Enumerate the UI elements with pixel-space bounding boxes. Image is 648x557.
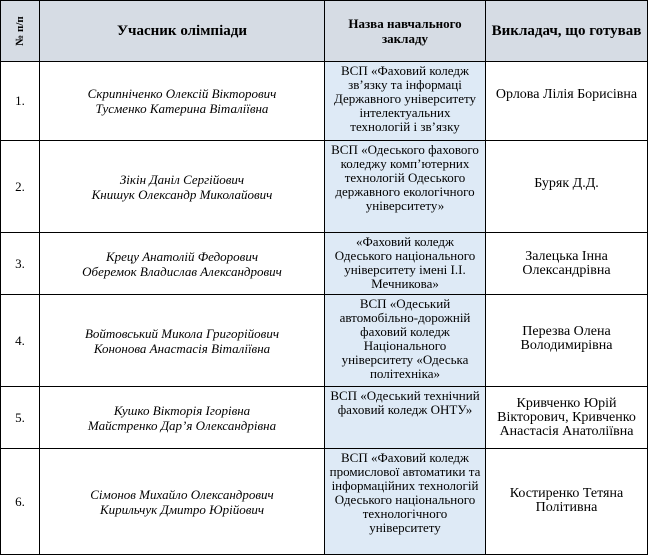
participant-name: Тусменко Катерина Віталіївна xyxy=(95,101,269,116)
row-number: 1. xyxy=(1,62,40,141)
participant-name: Книшук Олександр Миколайович xyxy=(91,186,273,202)
participant-name: Майстренко Дар’я Олександрівна xyxy=(87,417,277,433)
row-number: 5. xyxy=(1,387,40,449)
participant-cell xyxy=(40,449,325,555)
participant-cell xyxy=(40,387,325,449)
participant-cell xyxy=(40,295,325,387)
row-number: 4. xyxy=(1,295,40,387)
row-number: 3. xyxy=(1,233,40,295)
row-number: 2. xyxy=(1,141,40,233)
teacher-cell: Залецька Інна Олександрівна xyxy=(486,233,648,295)
teacher-cell: Перезва Олена Володимирівна xyxy=(486,295,648,387)
participant-name: Войтовський Микола Григорійович xyxy=(84,325,280,341)
table-row xyxy=(1,62,648,141)
participant-name: Скрипніченко Олексій Вікторович xyxy=(87,86,277,101)
header-row xyxy=(1,1,648,62)
table-row xyxy=(1,449,648,555)
teacher-cell: Буряк Д.Д. xyxy=(486,141,648,233)
participant-name: Сімонов Михайло Олександрович xyxy=(90,486,274,502)
participant-name: Кононова Анастасія Віталіївна xyxy=(93,340,271,356)
header-number: № п/п xyxy=(1,1,40,62)
participant-cell xyxy=(40,233,325,295)
participant-name: Зікін Даніл Сергійович xyxy=(119,171,245,187)
participant-name: Кирильчук Дмитро Юрійович xyxy=(99,501,265,517)
header-school: Назва навчального закладу xyxy=(325,1,486,62)
school-cell: ВСП «Одеський автомобільно-дорожній фаховий коледж Національного університету «Одеська політехніка» xyxy=(325,295,486,387)
table-row xyxy=(1,387,648,449)
teacher-cell: Костиренко Тетяна Політивна xyxy=(486,449,648,555)
row-number: 6. xyxy=(1,449,40,555)
table-row xyxy=(1,233,648,295)
participant-name: Крецу Анатолій Федорович xyxy=(105,248,259,264)
school-cell: ВСП «Одеський технічний фаховий коледж ОНТУ» xyxy=(325,387,486,449)
teacher-cell: Орлова Лілія Борисівна xyxy=(486,62,648,141)
school-cell: «Фаховий коледж Одеського національного університету імені І.І. Мечникова» xyxy=(325,233,486,295)
table-row xyxy=(1,141,648,233)
participant-cell xyxy=(40,62,325,141)
header-participant: Учасник олімпіади xyxy=(40,1,325,62)
participant-cell xyxy=(40,141,325,233)
school-cell: ВСП «Одеського фахового коледжу комп’ютерних технологій Одеського державного екологічного університету» xyxy=(325,141,486,233)
teacher-cell: Кривченко Юрій Вікторович, Кривченко Анастасія Анатоліївна xyxy=(486,387,648,449)
participant-name: Оберемок Владислав Александрович xyxy=(82,263,282,279)
school-cell: ВСП «Фаховий коледж промислової автоматики та інформаційних технологій Одеського національного технологічного університету xyxy=(325,449,486,555)
participant-name: Кушко Вікторія Ігорівна xyxy=(113,402,251,418)
header-teacher: Викладач, що готував xyxy=(486,1,648,62)
table-row xyxy=(1,295,648,387)
school-cell: ВСП «Фаховий коледж зв’язку та інформаці Державного університету інтелектуальних технологій і зв’язку xyxy=(325,62,486,141)
